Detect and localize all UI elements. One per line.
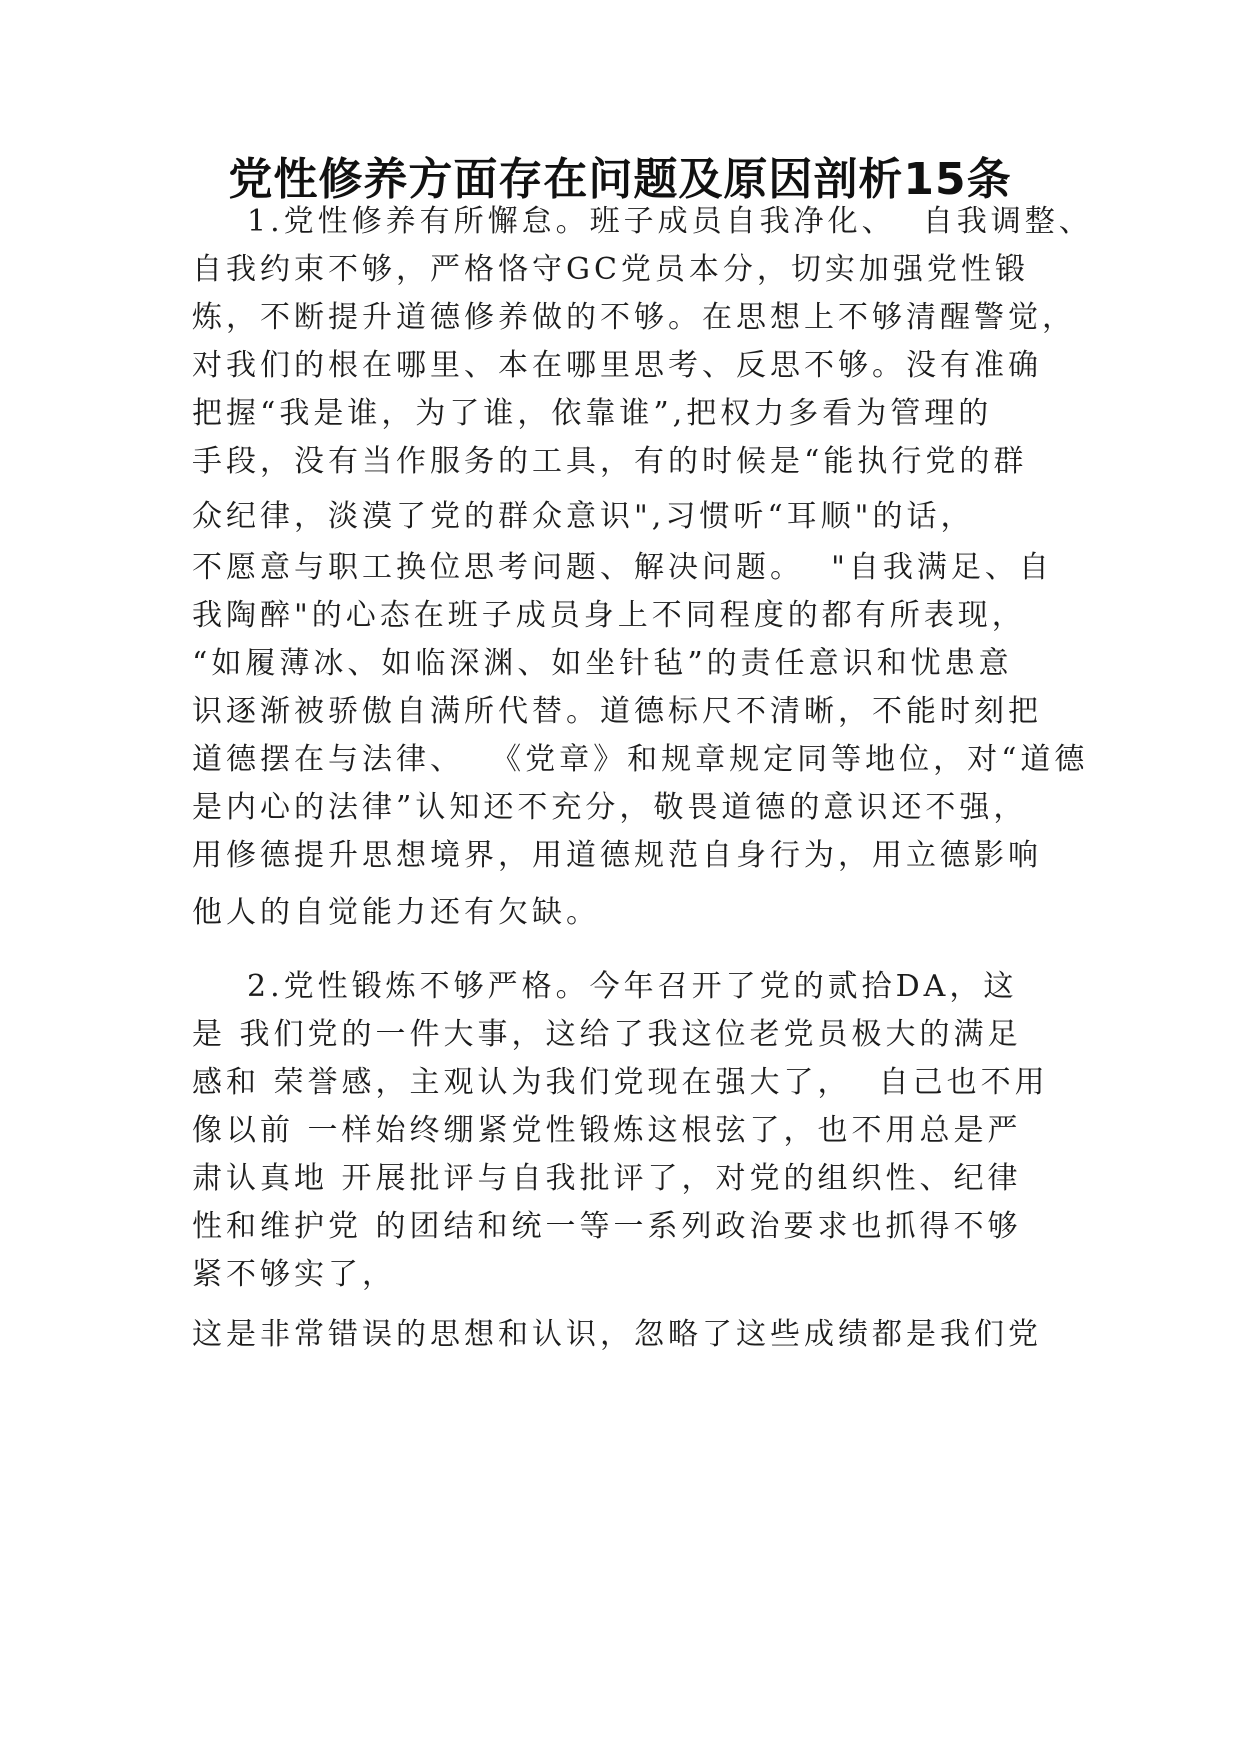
paragraph-1-line: 他人的自觉能力还有欠缺。: [192, 895, 600, 930]
paragraph-2-line: 是 我们党的一件大事，这给了我这位老党员极大的满足: [192, 1017, 1022, 1052]
paragraph-1-line: 1.党性修养有所懈怠。班子成员自我净化、 自我调整、: [247, 204, 1093, 239]
paragraph-2-line: 这是非常错误的思想和认识，忽略了这些成绩都是我们党: [192, 1317, 1042, 1352]
paragraph-1-line: 手段，没有当作服务的工具，有的时候是“能执行党的群: [192, 444, 1028, 479]
paragraph-1-line: 不愿意与职工换位思考问题、解决问题。 "自我满足、自: [192, 550, 1053, 585]
paragraph-1-line: 我陶醉"的心态在班子成员身上不同程度的都有所表现，: [192, 598, 1026, 633]
paragraph-1-line: 识逐渐被骄傲自满所代替。道德标尺不清晰，不能时刻把: [192, 694, 1042, 729]
paragraph-1-line: 自我约束不够，严格恪守GC党员本分，切实加强党性锻: [192, 252, 1029, 287]
paragraph-2-line: 2.党性锻炼不够严格。今年召开了党的贰拾DA，这: [247, 969, 1018, 1004]
paragraph-1-line: 对我们的根在哪里、本在哪里思考、反思不够。没有准确: [192, 348, 1042, 383]
paragraph-1-line: 炼，不断提升道德修养做的不够。在思想上不够清醒警觉，: [192, 300, 1076, 335]
paragraph-1-line: 是内心的法律”认知还不充分，敬畏道德的意识还不强，: [192, 790, 1028, 825]
paragraph-2-line: 肃认真地 开展批评与自我批评了，对党的组织性、纪律: [192, 1161, 1022, 1196]
paragraph-2-line: 性和维护党 的团结和统一等一系列政治要求也抓得不够: [192, 1209, 1022, 1244]
paragraph-2-line: 感和 荣誉感，主观认为我们党现在强大了， 自己也不用: [192, 1065, 1049, 1100]
paragraph-1-line: 把握“我是谁，为了谁，依靠谁”,把权力多看为管理的: [192, 396, 993, 431]
paragraph-1-line: 用修德提升思想境界，用道德规范自身行为，用立德影响: [192, 838, 1042, 873]
document-title: 党性修养方面存在问题及原因剖析15条: [228, 154, 1012, 205]
paragraph-1-line: 道德摆在与法律、 《党章》和规章规定同等地位，对“道德: [192, 742, 1089, 777]
paragraph-1-line: “如履薄冰、如临深渊、如坐针毡”的责任意识和忧患意: [192, 646, 1013, 681]
paragraph-1-line: 众纪律，淡漠了党的群众意识",习惯听“耳顺"的话，: [192, 499, 975, 534]
paragraph-2-line: 紧不够实了，: [192, 1257, 396, 1292]
paragraph-2-line: 像以前 一样始终绷紧党性锻炼这根弦了，也不用总是严: [192, 1113, 1022, 1148]
